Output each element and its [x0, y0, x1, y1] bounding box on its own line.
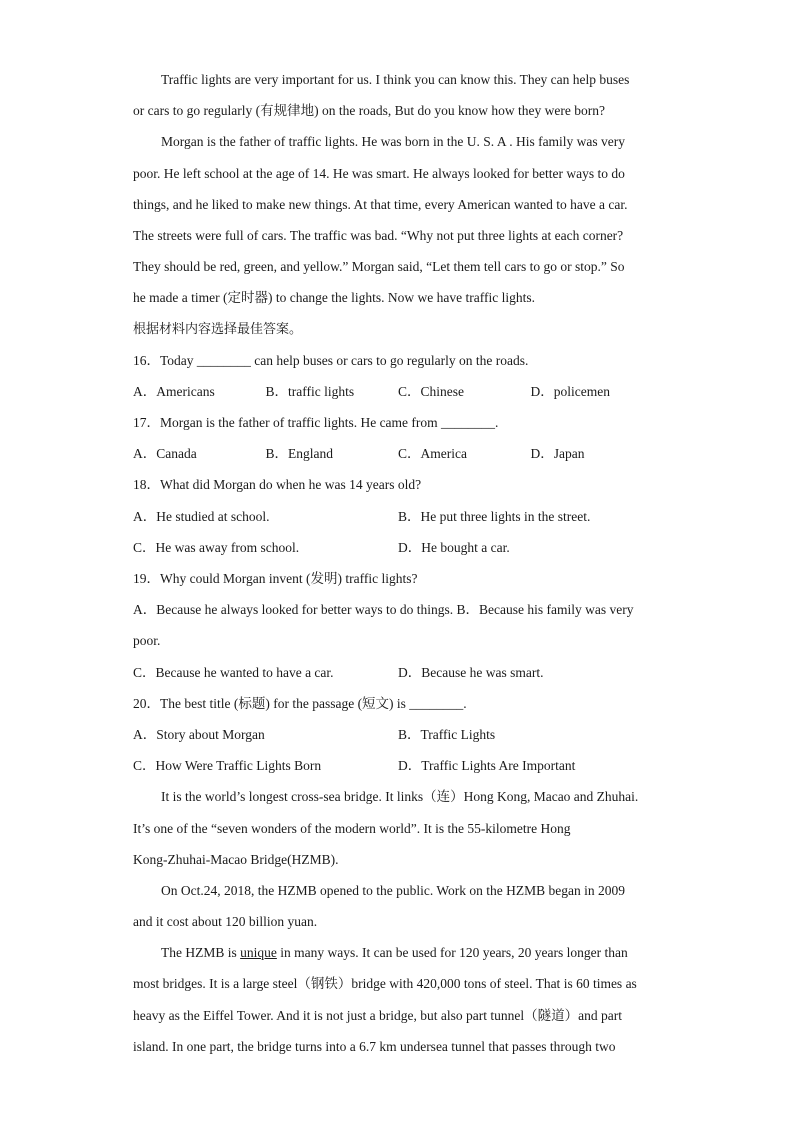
passage-traffic-lights — [133, 64, 663, 314]
option-b: B．England — [265, 446, 333, 462]
passage-line: The streets were full of cars. The traffic was bad. “Why not put three lights at each corner? — [133, 227, 624, 243]
option-c: C．Because he wanted to have a car. — [133, 664, 334, 680]
option-d: D．Because he was smart. — [398, 664, 544, 680]
passage-hzmb — [133, 781, 663, 1062]
passage-line: It is the world’s longest cross-sea bridge. It links（连）Hong Kong, Macao and Zhuhai. — [161, 789, 639, 805]
option-a-b: A．Because he always looked for better ways to do things. B．Because his family was very — [133, 602, 634, 618]
document-page — [133, 64, 663, 1062]
question-stem: 20．The best title (标题) for the passage (短文) is ________. — [133, 695, 467, 711]
passage-line: island. In one part, the bridge turns into a 6.7 km undersea tunnel that passes through two — [133, 1038, 616, 1054]
passage-line: he made a timer (定时器) to change the lights. Now we have traffic lights. — [133, 290, 536, 306]
passage-line: poor. He left school at the age of 14. He was smart. He always looked for better ways to do — [133, 165, 625, 181]
passage-line: and it cost about 120 billion yuan. — [133, 914, 318, 930]
instruction-text: 根据材料内容选择最佳答案。 — [133, 321, 303, 337]
options-row — [133, 501, 663, 532]
passage-line: or cars to go regularly (有规律地) on the roads, But do you know how they were born? — [133, 103, 606, 119]
option-c: C．Chinese — [398, 383, 464, 399]
options-row — [133, 657, 663, 688]
option-b: B．traffic lights — [265, 383, 355, 399]
options-row — [133, 719, 663, 750]
passage-line: Morgan is the father of traffic lights. He was born in the U. S. A . His family was very — [161, 134, 626, 150]
question-stem: 19．Why could Morgan invent (发明) traffic lights? — [133, 571, 418, 586]
question-stem: 18．What did Morgan do when he was 14 years old? — [133, 477, 422, 493]
option-d: D．Traffic Lights Are Important — [398, 758, 576, 774]
option-d: D．He bought a car. — [398, 539, 510, 555]
options-row — [133, 376, 663, 407]
option-b: B．Traffic Lights — [398, 726, 496, 742]
option-a: A．He studied at school. — [133, 508, 270, 524]
option-c: C．How Were Traffic Lights Born — [133, 758, 322, 774]
option-a: A．Story about Morgan — [133, 726, 265, 742]
passage-text: The HZMB is — [161, 945, 241, 961]
passage-line: On Oct.24, 2018, the HZMB opened to the public. Work on the HZMB began in 2009 — [161, 882, 625, 898]
options-row — [133, 750, 663, 781]
passage-line: heavy as the Eiffel Tower. And it is not just a bridge, but also part tunnel（隧道）and part — [133, 1007, 622, 1023]
passage-line: Traffic lights are very important for us. I think you can know this. They can help buses — [161, 72, 630, 87]
passage-line: things, and he liked to make new things. At that time, every American wanted to have a car. — [133, 196, 628, 212]
passage-line: Kong-Zhuhai-Macao Bridge(HZMB). — [133, 851, 339, 867]
option-b-continued: poor. — [133, 633, 161, 649]
option-a: A．Americans — [133, 383, 215, 399]
passage-line: They should be red, green, and yellow.” Morgan said, “Let them tell cars to go or stop.” So — [133, 259, 625, 275]
passage-line: It’s one of the “seven wonders of the modern world”. It is the 55-kilometre Hong — [133, 820, 571, 836]
question-stem: 16．Today ________ can help buses or cars to go regularly on the roads. — [133, 352, 529, 368]
option-d: D．policemen — [530, 383, 610, 399]
passage-text: in many ways. It can be used for 120 years, 20 years longer than — [276, 945, 628, 961]
underlined-word: unique — [240, 945, 277, 961]
option-d: D．Japan — [530, 446, 585, 462]
option-c: C．America — [398, 446, 467, 462]
option-c: C．He was away from school. — [133, 539, 300, 555]
passage-line — [133, 937, 663, 968]
options-row — [133, 438, 663, 469]
question-stem: 17．Morgan is the father of traffic lights. He came from ________. — [133, 415, 499, 431]
option-a: A．Canada — [133, 446, 197, 462]
options-row — [133, 532, 663, 563]
option-b: B．He put three lights in the street. — [398, 508, 591, 524]
passage-line: most bridges. It is a large steel（钢铁）bridge with 420,000 tons of steel. That is 60 times as — [133, 976, 637, 992]
